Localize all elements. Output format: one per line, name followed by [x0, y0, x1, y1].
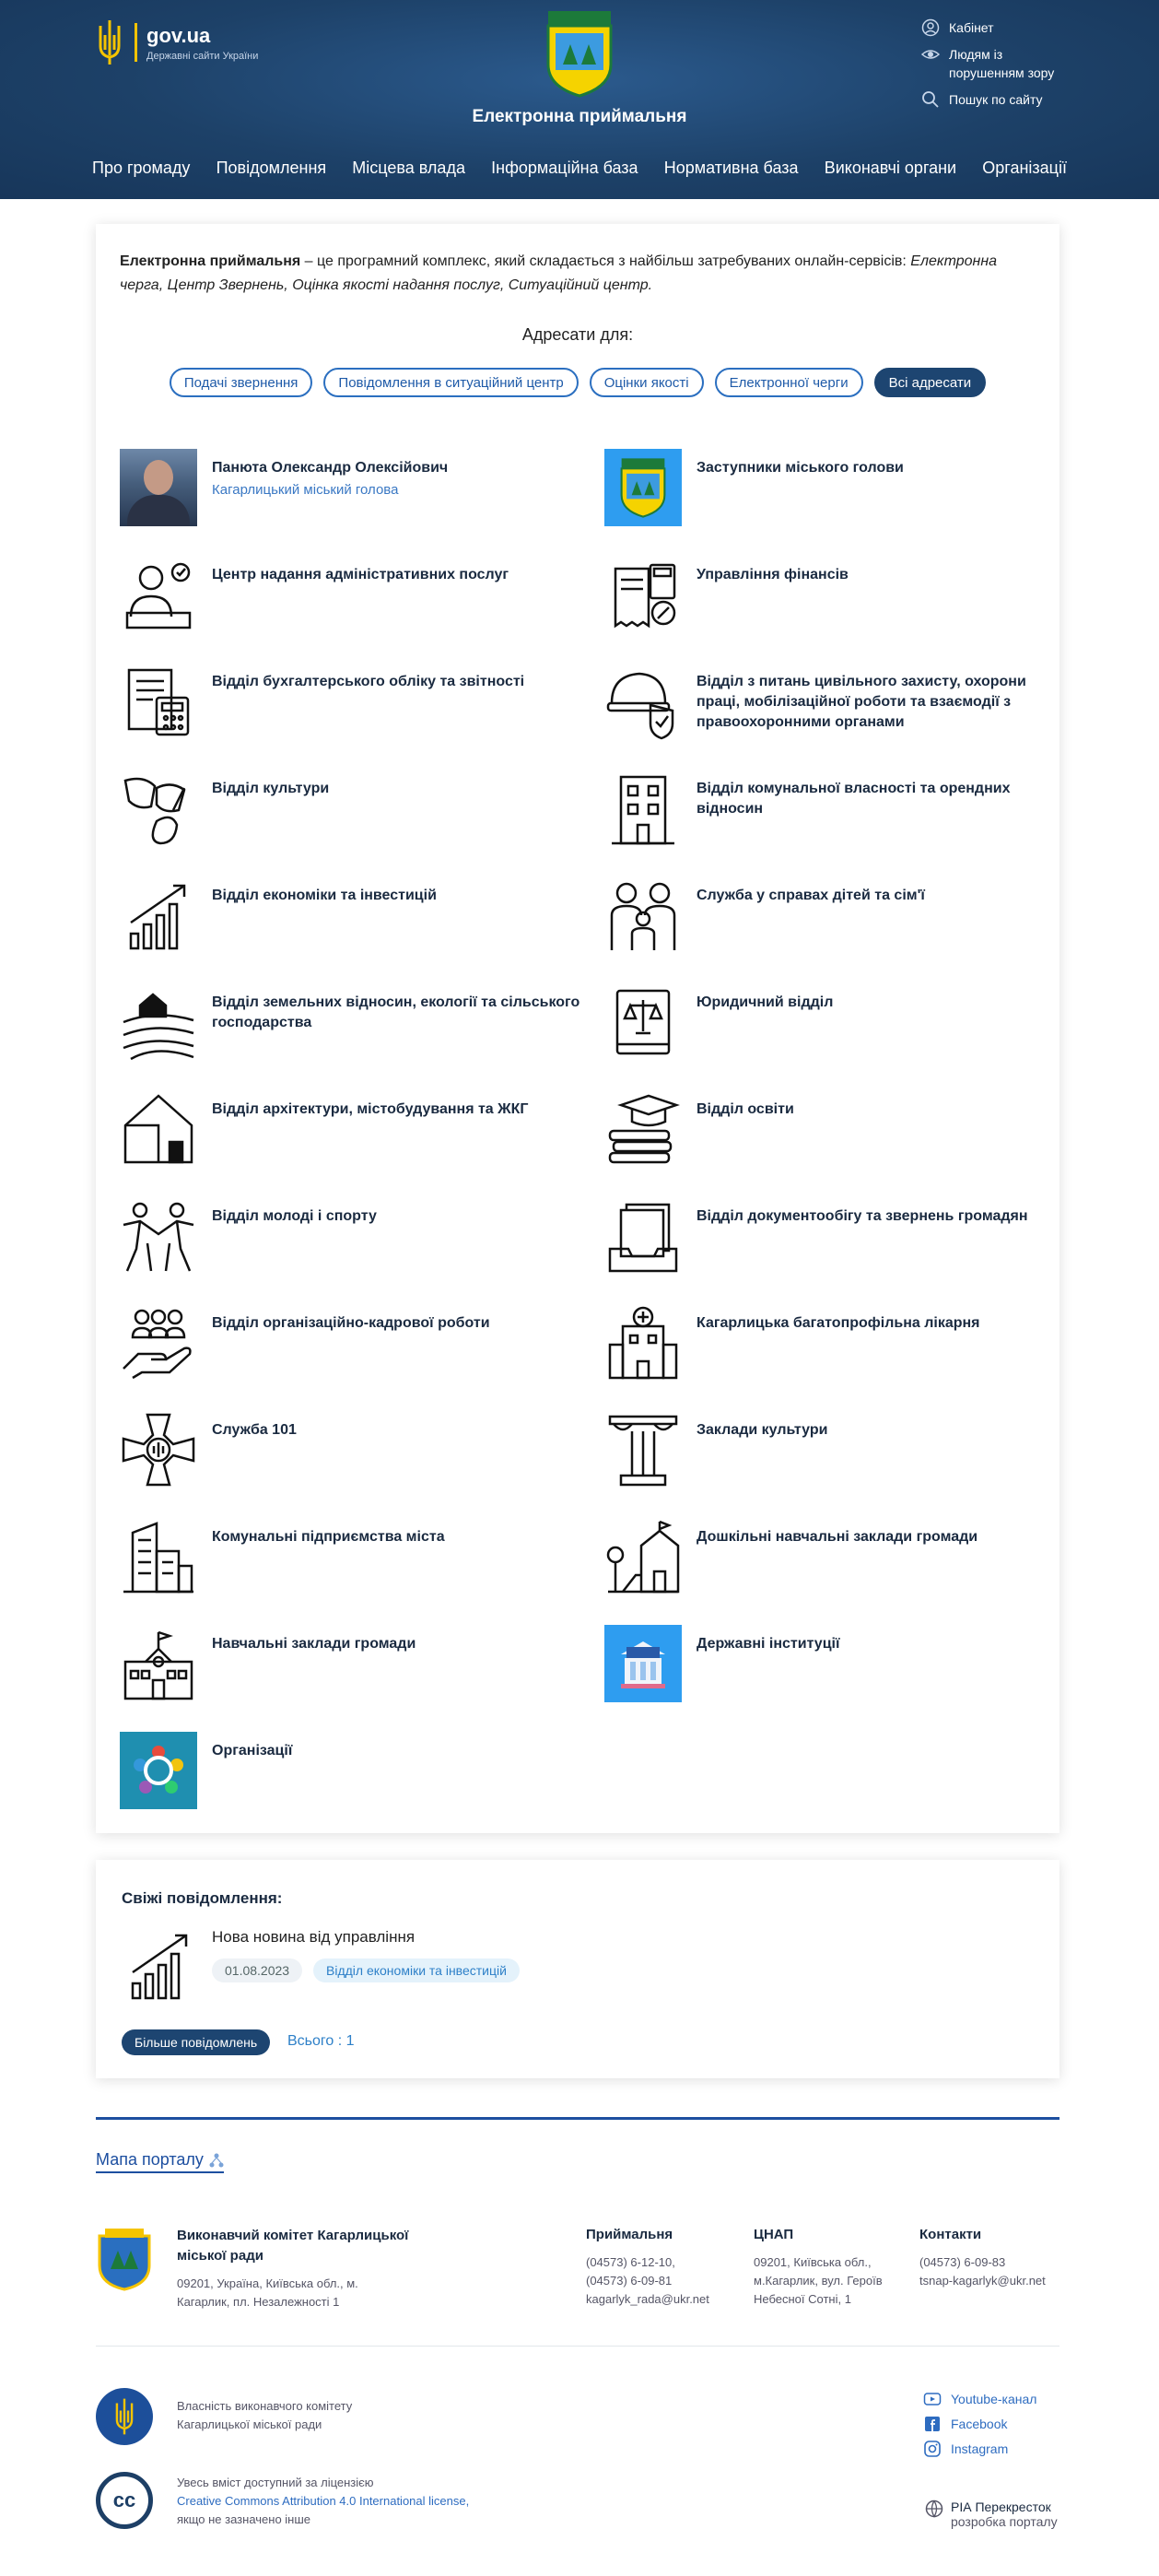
- footer-phone[interactable]: (04573) 6-09-83: [919, 2255, 1006, 2269]
- department-item[interactable]: [604, 556, 1041, 663]
- search-icon: [921, 90, 940, 109]
- clerk-icon: [120, 556, 197, 633]
- nav-item-organizations[interactable]: Організації: [982, 159, 1067, 177]
- department-name: Відділ освіти: [697, 1101, 794, 1117]
- department-name: Дошкільні навчальні заклади громади: [697, 1529, 978, 1545]
- nav-item-normative-base[interactable]: Нормативна база: [663, 159, 799, 177]
- nav-item-community[interactable]: Про громаду: [92, 159, 191, 177]
- departments-grid: [120, 449, 1041, 1839]
- instagram-icon: [923, 2440, 942, 2458]
- footer-email[interactable]: kagarlyk_rada@ukr.net: [586, 2292, 709, 2306]
- news-item-date: 01.08.2023: [212, 1958, 302, 1982]
- search-label: Пошук по сайту: [949, 92, 1043, 107]
- gov-title: gov.ua: [146, 23, 211, 47]
- cabinet-link[interactable]: [921, 18, 1078, 37]
- department-item[interactable]: [604, 663, 1041, 770]
- department-item[interactable]: [120, 1518, 604, 1625]
- trident-emblem-icon: [96, 2388, 153, 2445]
- department-name: Організації: [212, 1743, 293, 1759]
- license-post: якщо не зазначено інше: [177, 2512, 311, 2526]
- addressee-filters: [96, 368, 1059, 397]
- footer-address-line: м.Кагарлик, вул. Героїв: [754, 2274, 883, 2288]
- department-name: Служба 101: [212, 1422, 297, 1438]
- department-item[interactable]: [120, 1411, 604, 1518]
- intro-text: [120, 250, 1041, 298]
- department-item[interactable]: [120, 876, 604, 983]
- header-tools: [921, 18, 1078, 117]
- department-item[interactable]: [120, 556, 604, 663]
- department-item[interactable]: [604, 1411, 1041, 1518]
- department-subtitle: Кагарлицький міський голова: [212, 482, 399, 498]
- department-name: Відділ документообігу та звернень громадян: [697, 1208, 1028, 1224]
- site-header: [0, 0, 1159, 199]
- department-name: Служба у справах дітей та сім'ї: [697, 888, 925, 903]
- nav-item-info-base[interactable]: Інформаційна база: [491, 159, 638, 177]
- department-name: Відділ культури: [212, 781, 330, 796]
- accessibility-link[interactable]: [921, 45, 1078, 82]
- footer-column-title: ЦНАП: [754, 2227, 794, 2242]
- youth-sport-icon: [120, 1197, 197, 1275]
- footer-phone[interactable]: (04573) 6-09-81: [586, 2274, 673, 2288]
- intro-services: Електронна черга, Центр Звернень, Оцінка якості надання послуг, Ситуаційний центр.: [120, 253, 998, 293]
- farm-field-icon: [120, 983, 197, 1061]
- council-crest-icon: [96, 2225, 153, 2291]
- department-name: Відділ молоді і спорту: [212, 1208, 377, 1224]
- license-text: [177, 2474, 509, 2529]
- cabinet-label: Кабінет: [949, 20, 994, 35]
- department-item[interactable]: [120, 1090, 604, 1197]
- filter-all[interactable]: Всі адресати: [874, 368, 987, 397]
- department-name: Центр надання адміністративних послуг: [212, 567, 509, 582]
- license-link[interactable]: Creative Commons Attribution 4.0 International license,: [177, 2494, 470, 2508]
- gov-ua-logo[interactable]: [94, 18, 258, 66]
- intro-lead: Електронна приймальня: [120, 253, 301, 269]
- news-total: Всього : 1: [287, 2033, 355, 2049]
- law-book-icon: [604, 983, 682, 1061]
- department-name: Панюта Олександр Олексійович: [212, 460, 449, 476]
- footer-column-title: Контакти: [919, 2227, 982, 2242]
- social-links: [923, 2386, 1036, 2461]
- department-name: Управління фінансів: [697, 567, 849, 582]
- creative-commons-icon: [96, 2472, 153, 2529]
- building-icon: [604, 770, 682, 847]
- department-item[interactable]: [604, 876, 1041, 983]
- department-name: Юридичний відділ: [697, 994, 834, 1010]
- sitemap-link[interactable]: [96, 2150, 224, 2173]
- hospital-icon: [604, 1304, 682, 1382]
- department-item[interactable]: [604, 770, 1041, 876]
- sitemap-icon: [209, 2153, 224, 2168]
- eye-icon: [921, 45, 940, 64]
- department-name: Державні інституції: [697, 1636, 840, 1652]
- accessibility-label: Людям із порушенням зору: [949, 47, 1055, 80]
- kindergarten-icon: [604, 1518, 682, 1595]
- graduation-books-icon: [604, 1090, 682, 1168]
- school-icon: [120, 1625, 197, 1702]
- department-item[interactable]: [604, 983, 1041, 1090]
- news-item-tag[interactable]: Відділ економіки та інвестицій: [313, 1958, 520, 1982]
- addressees-title: Адресати для:: [521, 325, 634, 344]
- family-icon: [604, 876, 682, 954]
- department-item[interactable]: [604, 1518, 1041, 1625]
- developer-role: розробка порталу: [951, 2514, 1058, 2529]
- people-hand-icon: [120, 1304, 197, 1382]
- filter-appeal[interactable]: Подачі звернення: [170, 368, 313, 397]
- department-item[interactable]: [604, 449, 1041, 556]
- city-buildings-icon: [120, 1518, 197, 1595]
- calculator-receipt-icon: [604, 556, 682, 633]
- site-title: Електронна приймальня: [472, 107, 687, 126]
- filter-queue[interactable]: Електронної черги: [715, 368, 863, 397]
- footer-separator: [96, 2346, 1059, 2347]
- facebook-icon: [923, 2415, 942, 2433]
- department-item[interactable]: [120, 449, 604, 556]
- footer-address-line: Небесної Сотні, 1: [754, 2292, 851, 2306]
- helmet-shield-icon: [604, 663, 682, 740]
- facebook-link[interactable]: [923, 2411, 1036, 2436]
- search-link[interactable]: [921, 90, 1078, 109]
- department-name: Кагарлицька багатопрофільна лікарня: [697, 1315, 980, 1331]
- instagram-label: Instagram: [951, 2441, 1009, 2456]
- house-plan-icon: [120, 1090, 197, 1168]
- rescue-cross-icon: [120, 1411, 197, 1488]
- license-pre: Увесь вміст доступний за ліцензією: [177, 2476, 374, 2489]
- nav-item-local-gov[interactable]: Місцева влада: [352, 159, 465, 177]
- footer-phone[interactable]: (04573) 6-12-10,: [586, 2255, 675, 2269]
- department-item[interactable]: [120, 1197, 604, 1304]
- department-name: Заступники міського голови: [697, 460, 904, 476]
- department-item[interactable]: [120, 1304, 604, 1411]
- department-name: Відділ економіки та інвестицій: [212, 888, 437, 903]
- globe-icon: [925, 2500, 943, 2518]
- filter-situation-center[interactable]: Повідомлення в ситуаційний центр: [323, 368, 578, 397]
- department-item[interactable]: [120, 983, 604, 1090]
- department-name: Відділ з питань цивільного захисту, охорони праці, мобілізаційної роботи та взаємодії з правоохоронними органами: [697, 674, 1026, 730]
- accounting-docs-icon: [120, 663, 197, 740]
- footer-cnap: [754, 2226, 910, 2309]
- department-name: Заклади культури: [697, 1422, 828, 1438]
- council-address: 09201, Україна, Київська обл., м. Кагарлик, пл. Незалежності 1: [177, 2276, 358, 2309]
- youtube-label: Youtube-канал: [951, 2391, 1037, 2406]
- filter-quality[interactable]: Оцінки якості: [590, 368, 704, 397]
- footer-column-title: Приймальня: [586, 2227, 673, 2242]
- city-crest-icon[interactable]: [543, 9, 616, 98]
- department-item[interactable]: [120, 1732, 604, 1839]
- footer-address-line: 09201, Київська обл.,: [754, 2255, 872, 2269]
- trident-icon: [94, 18, 125, 66]
- nav-item-news[interactable]: Повідомлення: [216, 159, 327, 177]
- gov-divider: [135, 23, 137, 62]
- council-name: Виконавчий комітет Кагарлицької міської ради: [177, 2228, 409, 2264]
- theatre-masks-icon: [120, 770, 197, 847]
- nav-item-executive-bodies[interactable]: Виконавчі органи: [824, 159, 957, 177]
- youtube-link[interactable]: [923, 2386, 1036, 2411]
- department-item[interactable]: [604, 1304, 1041, 1411]
- ownership-text: Власність виконавчого комітету Кагарлицької міської ради: [177, 2399, 353, 2431]
- user-icon: [921, 18, 940, 37]
- department-name: Відділ архітектури, містобудування та ЖКГ: [212, 1101, 529, 1117]
- footer-contacts: [919, 2226, 1067, 2290]
- news-card: [96, 1860, 1059, 2078]
- department-item[interactable]: [604, 1625, 1041, 1732]
- department-item[interactable]: [120, 770, 604, 876]
- footer-email[interactable]: tsnap-kagarlyk@ukr.net: [919, 2274, 1046, 2288]
- document-tray-icon: [604, 1197, 682, 1275]
- department-name: Відділ організаційно-кадрової роботи: [212, 1315, 490, 1331]
- cc-label: cc: [112, 2488, 136, 2511]
- instagram-link[interactable]: [923, 2436, 1036, 2461]
- developer-credit[interactable]: [925, 2500, 1058, 2529]
- more-news-button[interactable]: Більше повідомлень: [122, 2029, 270, 2055]
- developer-name: РІА Перекресток: [951, 2500, 1051, 2514]
- main-nav: [92, 159, 1067, 178]
- gov-subtitle: Державні сайти України: [146, 50, 259, 62]
- department-name: Відділ земельних відносин, екології та сільського господарства: [212, 994, 580, 1030]
- footer-reception: [586, 2226, 743, 2309]
- gov-building-tile-icon: [604, 1625, 682, 1702]
- crest-tile-icon: [604, 449, 682, 526]
- growth-chart-icon: [122, 1926, 199, 2004]
- department-item[interactable]: [120, 663, 604, 770]
- growth-chart-icon: [120, 876, 197, 954]
- department-name: Відділ комунальної власності та орендних відносин: [697, 781, 1011, 817]
- department-name: Навчальні заклади громади: [212, 1636, 416, 1652]
- youtube-icon: [923, 2390, 942, 2408]
- facebook-label: Facebook: [951, 2416, 1008, 2431]
- news-item-title[interactable]: Нова новина від управління: [212, 1928, 416, 1946]
- mayor-photo: [120, 449, 197, 526]
- organizations-tile-icon: [120, 1732, 197, 1809]
- department-item[interactable]: [120, 1625, 604, 1732]
- department-name: Відділ бухгалтерського обліку та звітності: [212, 674, 525, 689]
- department-item[interactable]: [604, 1197, 1041, 1304]
- intro-body: – це програмний комплекс, який складається з найбільш затребуваних онлайн-сервісів:: [300, 253, 911, 269]
- news-heading: Свіжі повідомлення:: [122, 1889, 283, 1907]
- department-name: Комунальні підприємства міста: [212, 1529, 445, 1545]
- footer-divider: [96, 2117, 1059, 2120]
- column-icon: [604, 1411, 682, 1488]
- reception-card: [96, 224, 1059, 1833]
- department-item[interactable]: [604, 1090, 1041, 1197]
- sitemap-label: Мапа порталу: [96, 2150, 204, 2169]
